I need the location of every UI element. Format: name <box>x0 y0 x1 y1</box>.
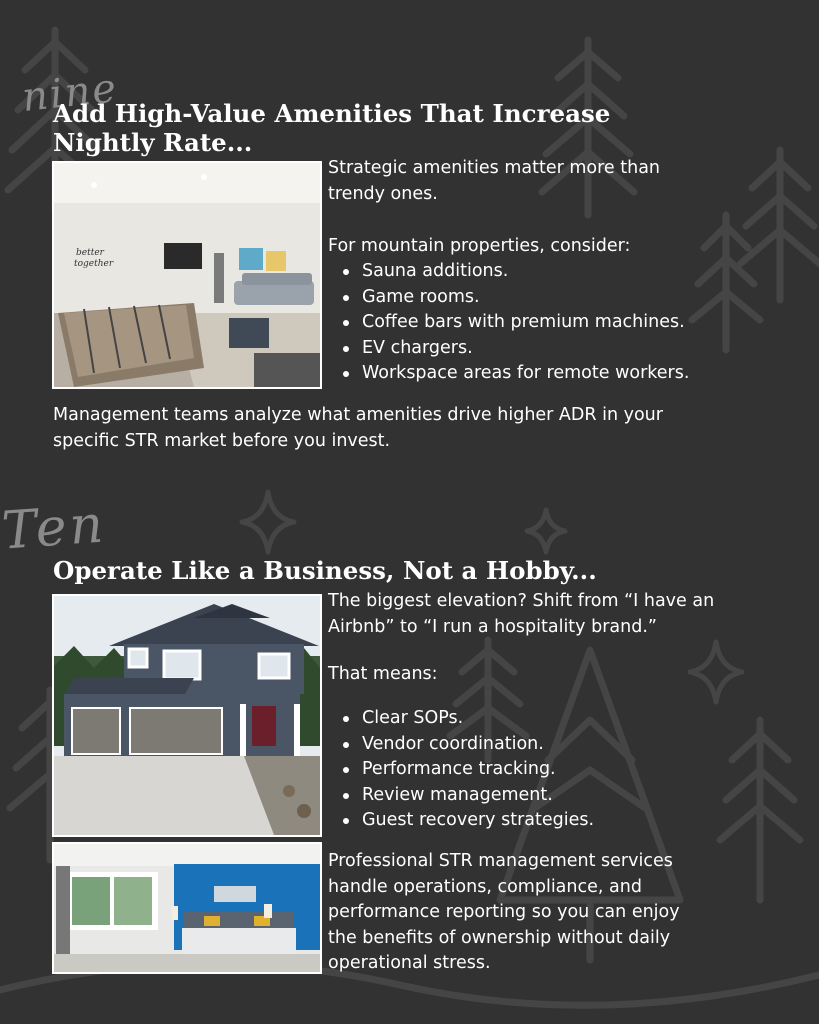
section-label-ten: Ten <box>0 494 108 562</box>
intro-line: Strategic amenities matter more than <box>328 158 661 178</box>
section-ten-intro <box>328 589 798 640</box>
game-room-photo <box>52 161 322 389</box>
section-ten-lead: That means: <box>328 664 438 684</box>
section-nine-title <box>53 99 653 157</box>
closing-line: operational stress. <box>328 953 491 973</box>
intro-line: The biggest elevation? Shift from “I have an <box>328 591 715 611</box>
title-line: Add High-Value Amenities That Increase <box>53 99 611 128</box>
wall-sign-text: better <box>76 248 104 258</box>
list-item: Vendor coordination. <box>328 732 788 758</box>
closing-line: the benefits of ownership without daily <box>328 927 671 948</box>
section-nine-intro <box>328 156 788 207</box>
list-item: Game rooms. <box>328 285 788 311</box>
closing-line: specific STR market before you invest. <box>53 430 391 451</box>
list-item: Coffee bars with premium machines. <box>328 310 788 336</box>
list-item: Guest recovery strategies. <box>328 808 788 834</box>
intro-line: trendy ones. <box>328 183 438 204</box>
section-nine-lead: For mountain properties, consider: <box>328 236 631 256</box>
title-line: Nightly Rate... <box>53 128 253 157</box>
closing-line: performance reporting so you can enjoy <box>328 902 680 922</box>
closing-line: Management teams analyze what amenities drive higher ADR in your <box>53 405 663 425</box>
closing-line: Professional STR management services <box>328 851 673 871</box>
bedroom-photo <box>52 842 322 974</box>
list-item: Review management. <box>328 783 788 809</box>
section-label-nine: nine <box>19 65 121 121</box>
list-item: Performance tracking. <box>328 757 788 783</box>
sparkle-icon <box>242 492 294 552</box>
section-ten-title: Operate Like a Business, Not a Hobby... <box>53 556 597 585</box>
list-item: EV chargers. <box>328 336 788 362</box>
intro-line: Airbnb” to “I run a hospitality brand.” <box>328 616 657 637</box>
list-item: Sauna additions. <box>328 259 788 285</box>
section-ten-closing <box>328 849 798 977</box>
list-item: Workspace areas for remote workers. <box>328 361 788 387</box>
wall-sign-text: together <box>74 259 114 269</box>
sparkle-icon <box>527 510 565 552</box>
amenities-list <box>328 259 788 387</box>
closing-line: handle operations, compliance, and <box>328 876 642 897</box>
list-item: Clear SOPs. <box>328 706 788 732</box>
operations-list <box>328 706 788 834</box>
section-nine-closing <box>53 403 793 454</box>
house-exterior-photo <box>52 594 322 837</box>
